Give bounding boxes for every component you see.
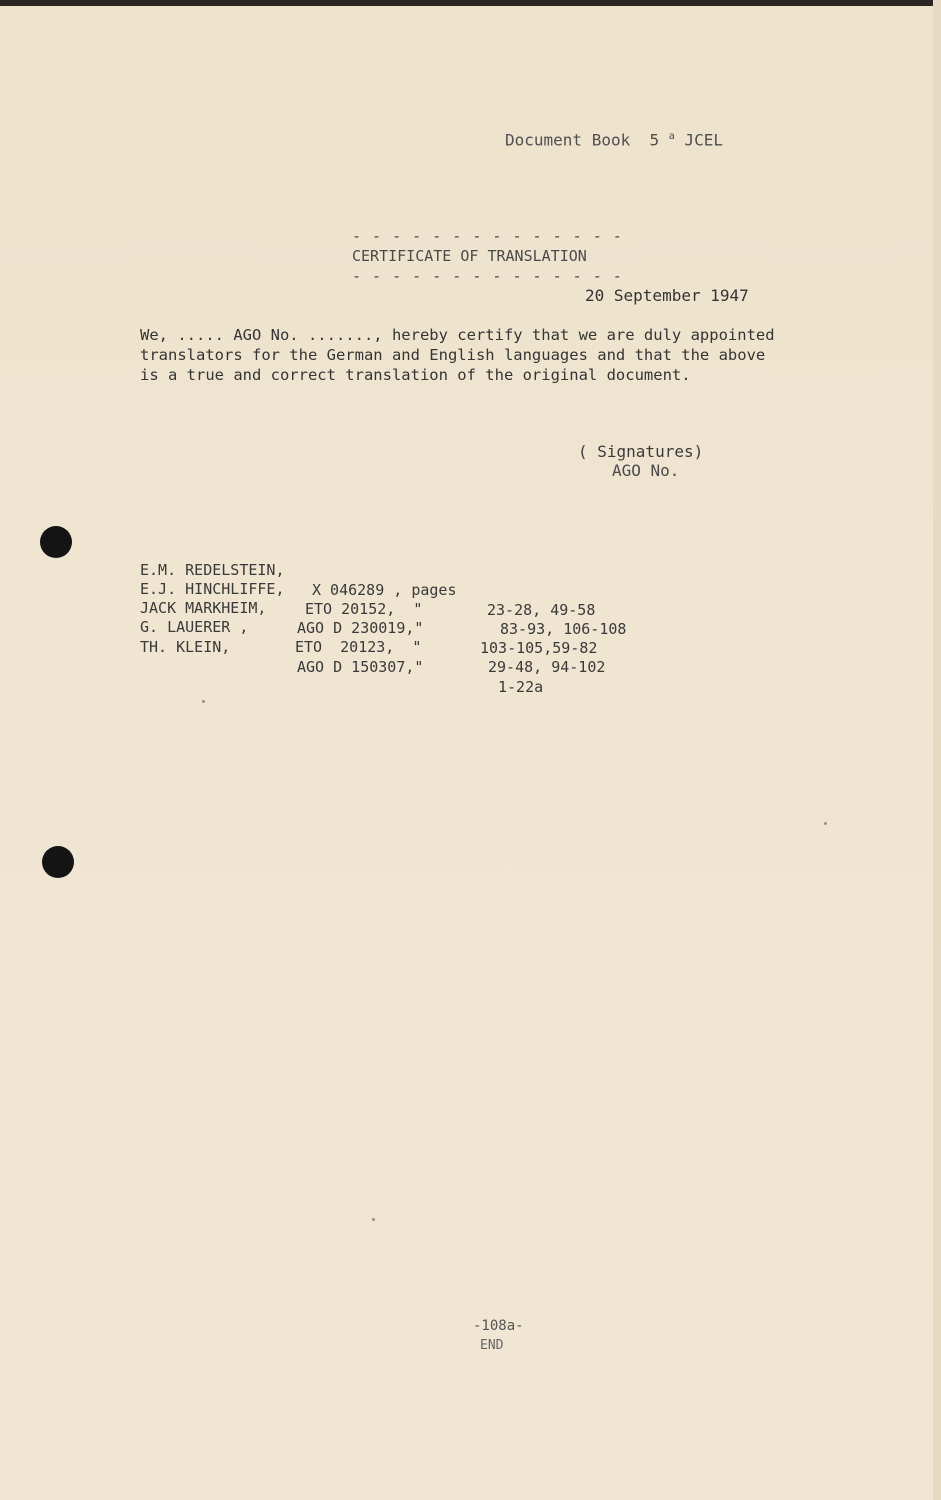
header-superscript: a [668, 131, 675, 142]
signatures-ago-label: AGO No. [612, 461, 680, 480]
translator-name: E.M. REDELSTEIN, [140, 561, 285, 579]
translator-pages: 1-22a [498, 678, 544, 696]
translator-ago: AGO D 230019," [297, 619, 424, 637]
translator-pages: 29-48, 94-102 [488, 658, 606, 676]
translator-name: G. LAUERER , [140, 618, 249, 636]
paper-speck [202, 700, 205, 703]
translator-pages: 103-105,59-82 [480, 639, 598, 657]
translator-ago: ETO 20123, " [295, 638, 422, 656]
translator-name: JACK MARKHEIM, [140, 599, 267, 617]
signatures-label: ( Signatures) [578, 442, 704, 461]
translator-ago: ETO 20152, " [305, 600, 423, 618]
punch-hole-top [40, 526, 72, 558]
end-marker: END [480, 1338, 504, 1353]
header-text: Document Book 5 [505, 130, 669, 150]
body-line: We, ..... AGO No. ......., hereby certify that we are duly appointed [140, 326, 775, 344]
body-line: translators for the German and English languages and that the above [140, 346, 766, 364]
page-right-edge [933, 0, 941, 1500]
title-rule-bottom: - - - - - - - - - - - - - - [352, 267, 623, 285]
translator-ago: X 046289 , pages [312, 581, 457, 599]
translator-pages: 83-93, 106-108 [500, 620, 627, 638]
translator-ago: AGO D 150307," [297, 658, 424, 676]
body-line: is a true and correct translation of the original document. [140, 366, 691, 384]
translator-pages: 23-28, 49-58 [487, 601, 596, 619]
header-suffix: JCEL [674, 130, 723, 150]
translator-name: E.J. HINCHLIFFE, [140, 580, 285, 598]
paper-speck [372, 1218, 375, 1221]
paper-speck [824, 822, 827, 825]
translator-name: TH. KLEIN, [140, 638, 231, 656]
certificate-date: 20 September 1947 [585, 286, 749, 305]
title-rule-top: - - - - - - - - - - - - - - [352, 227, 623, 245]
punch-hole-bottom [42, 846, 74, 878]
page-top-edge [0, 0, 941, 6]
certificate-title: CERTIFICATE OF TRANSLATION [352, 247, 587, 265]
page-number: -108a- [473, 1318, 524, 1334]
document-book-header [505, 127, 723, 150]
